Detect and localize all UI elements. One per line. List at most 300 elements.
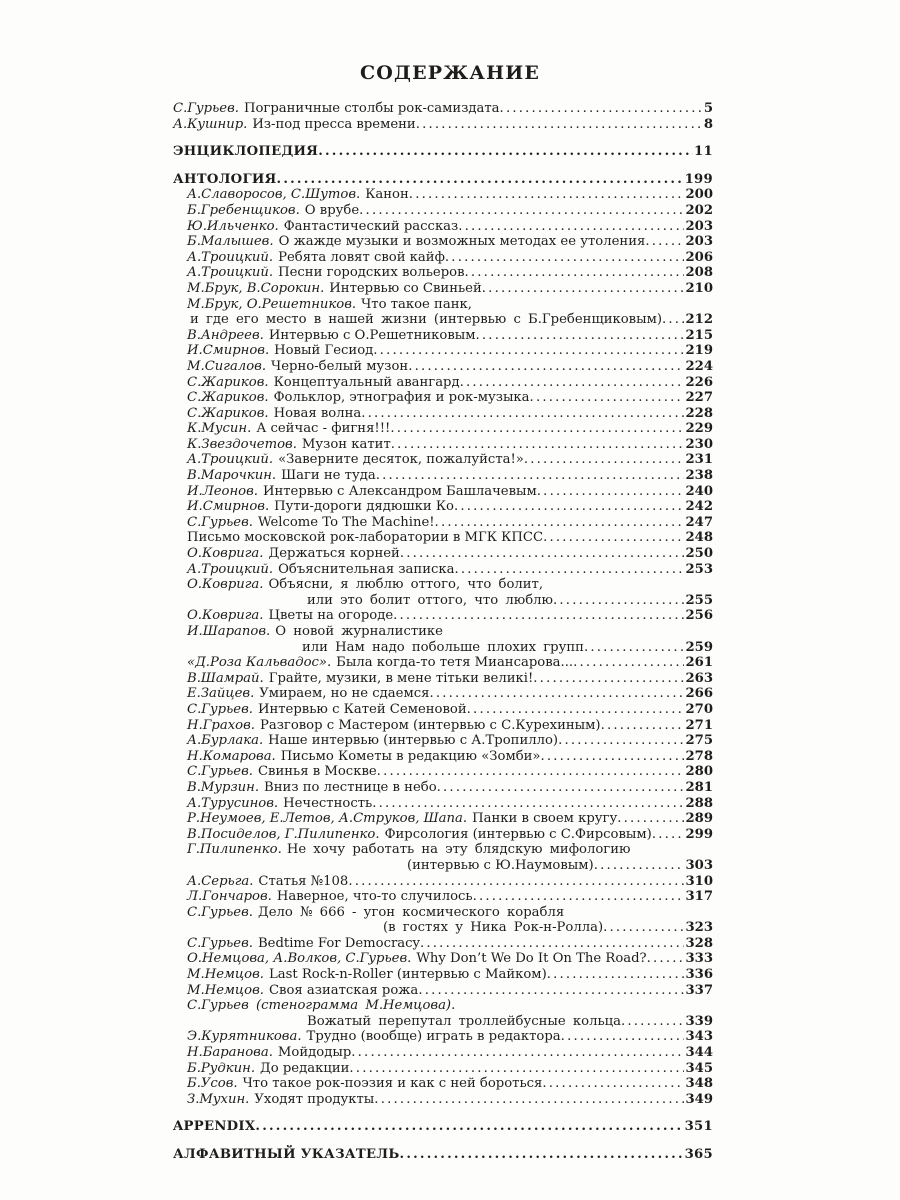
toc-entry-author: И.Леонов.: [187, 483, 258, 499]
toc-entry-title: или это болит оттого, что люблю: [307, 592, 554, 608]
toc-entry: [173, 234, 713, 250]
toc-entry: [173, 546, 713, 562]
toc-entry-author: С.Гурьев.: [187, 904, 253, 920]
toc-entry-title: Что такое рок-поэзия и как с ней бороться: [242, 1076, 543, 1092]
toc-entry-title: Своя азиатская рожа: [268, 982, 419, 998]
toc-entry-author: Ю.Ильченко.: [187, 218, 279, 234]
toc-entry: [173, 718, 713, 734]
toc-entry-title: О новой журналистике: [275, 624, 443, 639]
toc-entry-author: С.Гурьев.: [173, 101, 239, 116]
toc-entry-title: АНТОЛОГИЯ: [173, 171, 277, 187]
toc-entry-author: М.Немцов.: [187, 967, 264, 983]
toc-entry-page: 5: [703, 101, 713, 116]
toc-entry: [173, 312, 713, 328]
toc-entry-page: 200: [685, 187, 713, 203]
toc-entry: [173, 187, 713, 203]
toc-leader-dots: [645, 234, 684, 250]
toc-entry: [173, 889, 713, 905]
toc-entry-page: 299: [685, 826, 713, 842]
toc-entry-author: Н.Баранова.: [187, 1045, 273, 1061]
toc-entry: [173, 920, 713, 936]
toc-entry-author: В.Марочкин.: [187, 468, 277, 484]
toc-entry-author: К.Звездочетов.: [187, 436, 297, 452]
toc-leader-dots: [482, 281, 685, 297]
toc-leader-dots: [541, 749, 685, 765]
toc-entry-page: 11: [694, 144, 713, 160]
toc-entry: [173, 203, 713, 219]
toc-leader-dots: [647, 951, 685, 967]
toc-entry: [173, 764, 713, 780]
toc-entry-title: Песни городских вольеров: [278, 265, 465, 281]
toc-entry-title: Пограничные столбы рок-самиздата: [243, 101, 500, 116]
toc-entry: [173, 608, 713, 624]
toc-entry-page: 261: [685, 655, 713, 671]
toc-entry: [173, 359, 713, 375]
toc-entry: [173, 905, 713, 921]
toc-entry-author: О.Немцова, А.Волков, С.Гурьев.: [187, 951, 412, 967]
toc-entry: [173, 468, 713, 484]
toc-entry-page: 270: [685, 701, 713, 717]
toc-entry-author: А.Троицкий.: [187, 249, 274, 265]
toc-entry-author: А.Турусинов.: [187, 795, 279, 811]
toc-entry: [173, 671, 713, 687]
toc-leader-dots: [390, 421, 684, 437]
toc-entry-title: Мойдодыр: [277, 1045, 352, 1061]
toc-entry-author: С.Гурьев.: [187, 764, 253, 780]
toc-entry-author: С.Жариков.: [187, 405, 269, 421]
toc-entry-page: 230: [685, 436, 713, 452]
toc-entry-author: «Д.Роза Кальвадос».: [187, 655, 332, 671]
toc-entry-title: Объяснительная записка: [278, 561, 455, 577]
toc-entry-author: О.Коврига.: [187, 577, 264, 593]
toc-leader-dots: [391, 437, 685, 453]
toc-entry-page: 8: [703, 116, 713, 132]
toc-entry-title: Фантастический рассказ: [283, 218, 459, 234]
toc-entry: [173, 250, 713, 266]
toc-entry-page: 336: [685, 967, 713, 983]
toc-entry-author: И.Смирнов.: [187, 499, 270, 515]
toc-entry-title: Why Don’t We Do It On The Road?: [416, 951, 647, 967]
toc-leader-dots: [561, 1029, 685, 1045]
toc-entry: [173, 1119, 713, 1135]
toc-entry-title: Не хочу работать на эту блядскую мифологию: [286, 842, 631, 858]
toc-entry-page: 206: [685, 249, 713, 265]
toc-leader-dots: [547, 967, 685, 983]
toc-entry-title: Фирсология (интервью с С.Фирсовым): [384, 826, 652, 842]
toc-entry-title: Last Rock-n-Roller (интервью с Майком): [268, 967, 547, 983]
toc-entry-author: С.Гурьев.: [187, 701, 253, 717]
toc-entry-author: М.Брук, О.Решетников.: [187, 296, 357, 312]
toc-entry: [173, 1061, 713, 1077]
toc-entry: [173, 780, 713, 796]
toc-entry: [173, 998, 713, 1014]
toc-leader-dots: [348, 874, 684, 890]
toc-entry-page: 203: [685, 234, 713, 250]
toc-entry-title: О жажде музыки и возможных методах ее утоления: [278, 234, 646, 250]
toc-entry-page: 199: [684, 171, 713, 187]
toc-entry: [173, 655, 713, 671]
toc-entry-page: 208: [685, 265, 713, 281]
toc-entry-author: А.Серьга.: [187, 873, 254, 889]
toc-entry: [173, 437, 713, 453]
toc-entry-page: 288: [685, 795, 713, 811]
toc-entry: [173, 842, 713, 858]
toc-leader-dots: [418, 983, 684, 999]
toc-entry-page: 343: [685, 1029, 713, 1045]
toc-entry: [173, 484, 713, 500]
toc-entry-page: 275: [685, 733, 713, 749]
toc-entry-page: 348: [685, 1076, 713, 1092]
toc-leader-dots: [349, 1061, 684, 1077]
toc-entry-page: 266: [685, 686, 713, 702]
toc-entry-page: 259: [685, 639, 713, 655]
toc-entry-author: В.Шамрай.: [187, 670, 264, 686]
toc-entry-title: Интервью с Катей Семеновой: [257, 701, 467, 717]
toc-leader-dots: [662, 312, 684, 328]
toc-leader-dots: [543, 530, 684, 546]
page-title: СОДЕРЖАНИЕ: [359, 62, 541, 84]
toc-entry: [173, 951, 713, 967]
toc-leader-dots: [473, 889, 685, 905]
toc-entry-author: В.Посиделов, Г.Пилипенко.: [187, 826, 380, 842]
toc-entry-page: 271: [685, 717, 713, 733]
toc-entry-page: 228: [685, 405, 713, 421]
toc-entry-page: 226: [685, 374, 713, 390]
toc-leader-dots: [553, 593, 684, 609]
toc-leader-dots: [420, 936, 684, 952]
toc-entry-title: Черно-белый музон: [271, 358, 409, 374]
toc-entry-title: Новая волна: [273, 405, 362, 421]
toc-leader-dots: [584, 640, 685, 656]
toc-entry-author: З.Мухин.: [187, 1091, 250, 1107]
toc-entry-title: Нечестность: [283, 795, 373, 811]
toc-entry-page: 238: [685, 468, 713, 484]
toc-entry-title: Пути-дороги дядюшки Ко: [274, 499, 454, 515]
toc-leader-dots: [573, 655, 684, 671]
toc-leader-dots: [437, 780, 685, 796]
toc-entry-title: Держаться корней: [268, 546, 400, 562]
toc-leader-dots: [542, 1076, 684, 1092]
toc-leader-dots: [603, 920, 684, 936]
toc-entry-title: Концептуальный авангард: [273, 374, 460, 390]
toc-entry: [173, 530, 713, 546]
toc-leader-dots: [372, 796, 684, 812]
toc-entry-title: Bedtime For Democracy: [257, 935, 420, 951]
toc-entry: [173, 328, 713, 344]
toc-entry-page: 240: [685, 483, 713, 499]
toc-entry: [173, 219, 713, 235]
toc-entry-author: Г.Пилипенко.: [187, 842, 282, 858]
toc-entry-author: Б.Усов.: [187, 1076, 238, 1092]
toc-entry-author: О.Коврига.: [187, 608, 264, 624]
toc-entry-title: (интервью с Ю.Наумовым): [407, 857, 594, 873]
toc-entry-title: Наше интервью (интервью с А.Тропилло): [268, 733, 559, 749]
toc-entry-page: 278: [685, 748, 713, 764]
toc-entry-page: 365: [684, 1147, 713, 1162]
toc-entry-author: И.Смирнов.: [187, 343, 270, 359]
toc-entry-page: 339: [685, 1013, 713, 1029]
toc-entry: [173, 811, 713, 827]
toc-leader-dots: [373, 343, 684, 359]
toc-entry: [173, 624, 713, 640]
toc-leader-dots: [393, 608, 684, 624]
toc-leader-dots: [351, 1045, 684, 1061]
toc-leader-dots: [558, 733, 684, 749]
toc-entry: [173, 281, 713, 297]
toc-entry-title: Уходят продукты: [254, 1091, 375, 1107]
toc-entry-page: 255: [685, 592, 713, 608]
toc-entry-title: Письмо московской рок-лаборатории в МГК КПСС: [187, 530, 544, 546]
toc-entry-title: Welcome To The Machine!: [257, 514, 435, 530]
toc-leader-dots: [454, 562, 684, 578]
toc-leader-dots: [361, 406, 684, 422]
toc-entry-page: 345: [685, 1060, 713, 1076]
toc-leader-dots: [594, 858, 685, 874]
toc-entry-page: 212: [685, 312, 713, 328]
toc-leader-dots: [537, 484, 685, 500]
toc-entry: [173, 101, 713, 117]
toc-leader-dots: [533, 671, 684, 687]
toc-leader-dots: [255, 1119, 683, 1135]
toc-entry-title: Ребята ловят свой кайф: [278, 249, 445, 265]
toc-entry-title: АЛФАВИТНЫЙ УКАЗАТЕЛЬ: [173, 1147, 400, 1162]
toc-entry: [173, 874, 713, 890]
toc-entry: [173, 967, 713, 983]
toc-entry-page: 224: [685, 358, 713, 374]
toc-entry-page: 227: [685, 390, 713, 406]
toc-entry-title: (в гостях у Ника Рок-н-Ролла): [383, 920, 604, 936]
toc-entry-page: 310: [685, 873, 713, 889]
toc-entry-title: Письмо Кометы в редакцию «Зомби»: [280, 748, 541, 764]
toc-entry-author: В.Мурзин.: [187, 779, 260, 795]
toc-leader-dots: [409, 187, 685, 203]
toc-leader-dots: [400, 546, 685, 562]
toc-leader-dots: [601, 718, 685, 734]
toc-leader-dots: [460, 375, 685, 391]
toc-entry-title: Цветы на огороде: [268, 608, 394, 624]
toc-entry: [173, 1076, 713, 1092]
toc-entry-author: С.Жариков.: [187, 374, 269, 390]
toc-entry-title: Из-под пресса времени: [252, 116, 416, 132]
toc-entry-title: Дело № 666 - угон космического корабля: [257, 904, 565, 920]
toc-entry-page: 323: [685, 920, 713, 936]
toc-leader-dots: [435, 515, 685, 531]
toc-entry-page: 351: [684, 1119, 713, 1135]
toc-entry: [173, 1092, 713, 1108]
toc-leader-dots: [374, 1092, 684, 1108]
toc-entry-page: 256: [685, 608, 713, 624]
toc-entry-author: С.Гурьев (стенограмма М.Немцова).: [187, 998, 456, 1014]
toc-entry-page: 337: [685, 982, 713, 998]
toc-leader-dots: [476, 328, 685, 344]
toc-entry-page: 289: [685, 811, 713, 827]
toc-entry-title: Статья №108: [258, 873, 349, 889]
toc-entry: [173, 1147, 713, 1163]
toc-leader-dots: [376, 468, 685, 484]
toc-entry-page: 231: [685, 452, 713, 468]
toc-entry-author: В.Андреев.: [187, 327, 264, 343]
toc-entry-author: Р.Неумоев, Е.Летов, А.Струков, Шапа.: [187, 811, 468, 827]
toc-leader-dots: [458, 219, 684, 235]
toc-entry-title: Канон: [365, 187, 409, 203]
toc-leader-dots: [377, 764, 685, 780]
toc-leader-dots: [524, 452, 685, 468]
toc-entry-author: Л.Гончаров.: [187, 889, 272, 905]
toc-entry: [173, 936, 713, 952]
toc-leader-dots: [530, 390, 685, 406]
toc-entry-title: Вниз по лестнице в небо: [264, 779, 437, 795]
toc-entry-page: 250: [685, 546, 713, 562]
toc-entry-author: Н.Комарова.: [187, 748, 276, 764]
toc-entry-page: 215: [685, 327, 713, 343]
toc-entry-page: 303: [685, 857, 713, 873]
toc-entry-author: И.Шарапов.: [187, 624, 271, 639]
toc-entry-author: Э.Курятникова.: [187, 1029, 302, 1045]
toc-list: [173, 101, 713, 1163]
toc-entry-title: Свинья в Москве: [257, 764, 377, 780]
toc-entry-title: Интервью с О.Решетниковым: [268, 327, 476, 343]
toc-entry-page: 263: [685, 670, 713, 686]
toc-leader-dots: [652, 827, 685, 843]
toc-entry-author: Б.Рудкин.: [187, 1060, 256, 1076]
toc-entry-title: О врубе: [304, 202, 360, 218]
toc-entry-title: Вожатый перепутал троллейбусные кольца: [307, 1013, 621, 1029]
toc-entry-title: Наверное, что-то случилось: [276, 889, 473, 905]
toc-entry-title: APPENDIX: [173, 1119, 256, 1135]
toc-entry-title: Музон катит: [301, 436, 391, 452]
toc-leader-dots: [400, 1147, 684, 1163]
toc-leader-dots: [318, 144, 693, 160]
toc-entry: [173, 406, 713, 422]
toc-entry-page: 317: [685, 889, 713, 905]
toc-entry-author: А.Кушнир.: [173, 116, 248, 132]
toc-entry: [173, 452, 713, 468]
toc-entry: [173, 749, 713, 765]
toc-leader-dots: [445, 250, 685, 266]
toc-entry-page: 344: [685, 1045, 713, 1061]
toc-entry-title: Панки в своем кругу: [472, 811, 618, 827]
toc-leader-dots: [429, 686, 684, 702]
toc-entry-title: «Заверните десяток, пожалуйста!»: [278, 452, 524, 468]
toc-entry-title: Умираем, но не сдаемся: [259, 686, 430, 702]
toc-entry-author: Е.Зайцев.: [187, 686, 255, 702]
toc-entry-author: Б.Малышев.: [187, 234, 274, 250]
toc-entry-author: Б.Гребенщиков.: [187, 202, 300, 218]
toc-entry: [173, 265, 713, 281]
toc-entry-page: 202: [685, 202, 713, 218]
toc-entry-title: ЭНЦИКЛОПЕДИЯ: [173, 144, 319, 160]
toc-entry: [173, 1014, 713, 1030]
toc-entry-author: М.Немцов.: [187, 982, 264, 998]
toc-entry: [173, 144, 713, 160]
toc-entry-title: Была когда-то тетя Миансарова...: [336, 655, 574, 671]
toc-entry-title: Интервью с Александром Башлачевым: [262, 483, 537, 499]
toc-entry-page: 210: [685, 280, 713, 296]
toc-entry: [173, 1029, 713, 1045]
toc-entry: [173, 1045, 713, 1061]
toc-entry-author: А.Троицкий.: [187, 265, 274, 281]
toc-leader-dots: [467, 702, 685, 718]
toc-entry-title: Грайте, музики, в мене тітьки великі!: [268, 670, 534, 686]
toc-entry: [173, 983, 713, 999]
toc-entry-author: С.Гурьев.: [187, 935, 253, 951]
toc-entry-author: К.Мусин.: [187, 421, 252, 437]
toc-entry: [173, 117, 713, 133]
toc-entry-author: А.Троицкий.: [187, 452, 274, 468]
toc-entry-title: Разговор с Мастером (интервью с С.Курехиным): [259, 717, 601, 733]
toc-entry: [173, 172, 713, 188]
toc-entry-author: М.Сигалов.: [187, 358, 267, 374]
toc-entry: [173, 593, 713, 609]
toc-leader-dots: [408, 359, 684, 375]
toc-leader-dots: [359, 203, 684, 219]
toc-entry-page: 203: [685, 218, 713, 234]
toc-entry-page: 328: [685, 935, 713, 951]
toc-leader-dots: [454, 499, 685, 515]
toc-entry-page: 333: [685, 951, 713, 967]
toc-entry-title: Новый Гесиод: [274, 343, 374, 359]
toc-entry-title: Фольклор, этнография и рок-музыка: [273, 390, 530, 406]
toc-entry: [173, 390, 713, 406]
toc-entry: [173, 499, 713, 515]
toc-entry: [173, 640, 713, 656]
toc-leader-dots: [416, 117, 703, 133]
toc-entry-author: О.Коврига.: [187, 546, 264, 562]
toc-entry-title: До редакции: [260, 1060, 350, 1076]
toc-entry: [173, 421, 713, 437]
toc-entry: [173, 515, 713, 531]
toc-entry: [173, 827, 713, 843]
toc-entry: [173, 562, 713, 578]
toc-entry-author: А.Троицкий.: [187, 561, 274, 577]
toc-leader-dots: [617, 811, 684, 827]
toc-entry-page: 247: [685, 514, 713, 530]
toc-entry: [173, 577, 713, 593]
toc-entry-author: А.Славоросов, С.Шутов.: [187, 187, 361, 203]
toc-entry-title: или Нам надо побольше плохих групп: [302, 639, 584, 655]
toc-leader-dots: [465, 265, 685, 281]
toc-entry-page: 219: [685, 343, 713, 359]
toc-entry: [173, 796, 713, 812]
toc-entry: [173, 297, 713, 313]
toc-entry-page: 280: [685, 764, 713, 780]
toc-entry-title: Шаги не туда: [281, 468, 376, 484]
toc-entry-page: 248: [685, 530, 713, 546]
toc-entry-author: Н.Грахов.: [187, 717, 255, 733]
toc-entry-author: М.Брук, В.Сорокин.: [187, 280, 325, 296]
toc-entry-title: А сейчас - фигня!!!: [256, 421, 391, 437]
toc-entry-page: 242: [685, 499, 713, 515]
toc-entry-title: Трудно (вообще) играть в редактора: [306, 1029, 561, 1045]
toc-leader-dots: [500, 101, 703, 117]
toc-leader-dots: [621, 1014, 684, 1030]
toc-entry: [173, 686, 713, 702]
toc-entry-author: С.Жариков.: [187, 390, 269, 406]
toc-entry-author: С.Гурьев.: [187, 514, 253, 530]
toc-entry-page: 349: [685, 1091, 713, 1107]
toc-entry-title: и где его место в нашей жизни (интервью с Б.Гребенщиковым): [190, 312, 662, 328]
toc-entry-page: 253: [685, 561, 713, 577]
toc-entry: [173, 702, 713, 718]
toc-entry-page: 281: [685, 779, 713, 795]
toc-entry-author: А.Бурлака.: [187, 733, 264, 749]
toc-entry-title: Интервью со Свиньей: [329, 280, 482, 296]
toc-entry: [173, 375, 713, 391]
toc-entry-page: 229: [685, 421, 713, 437]
toc-entry: [173, 733, 713, 749]
toc-entry-title: Что такое панк,: [361, 296, 472, 312]
toc-entry-title: Объясни, я люблю оттого, что болит,: [268, 577, 544, 593]
